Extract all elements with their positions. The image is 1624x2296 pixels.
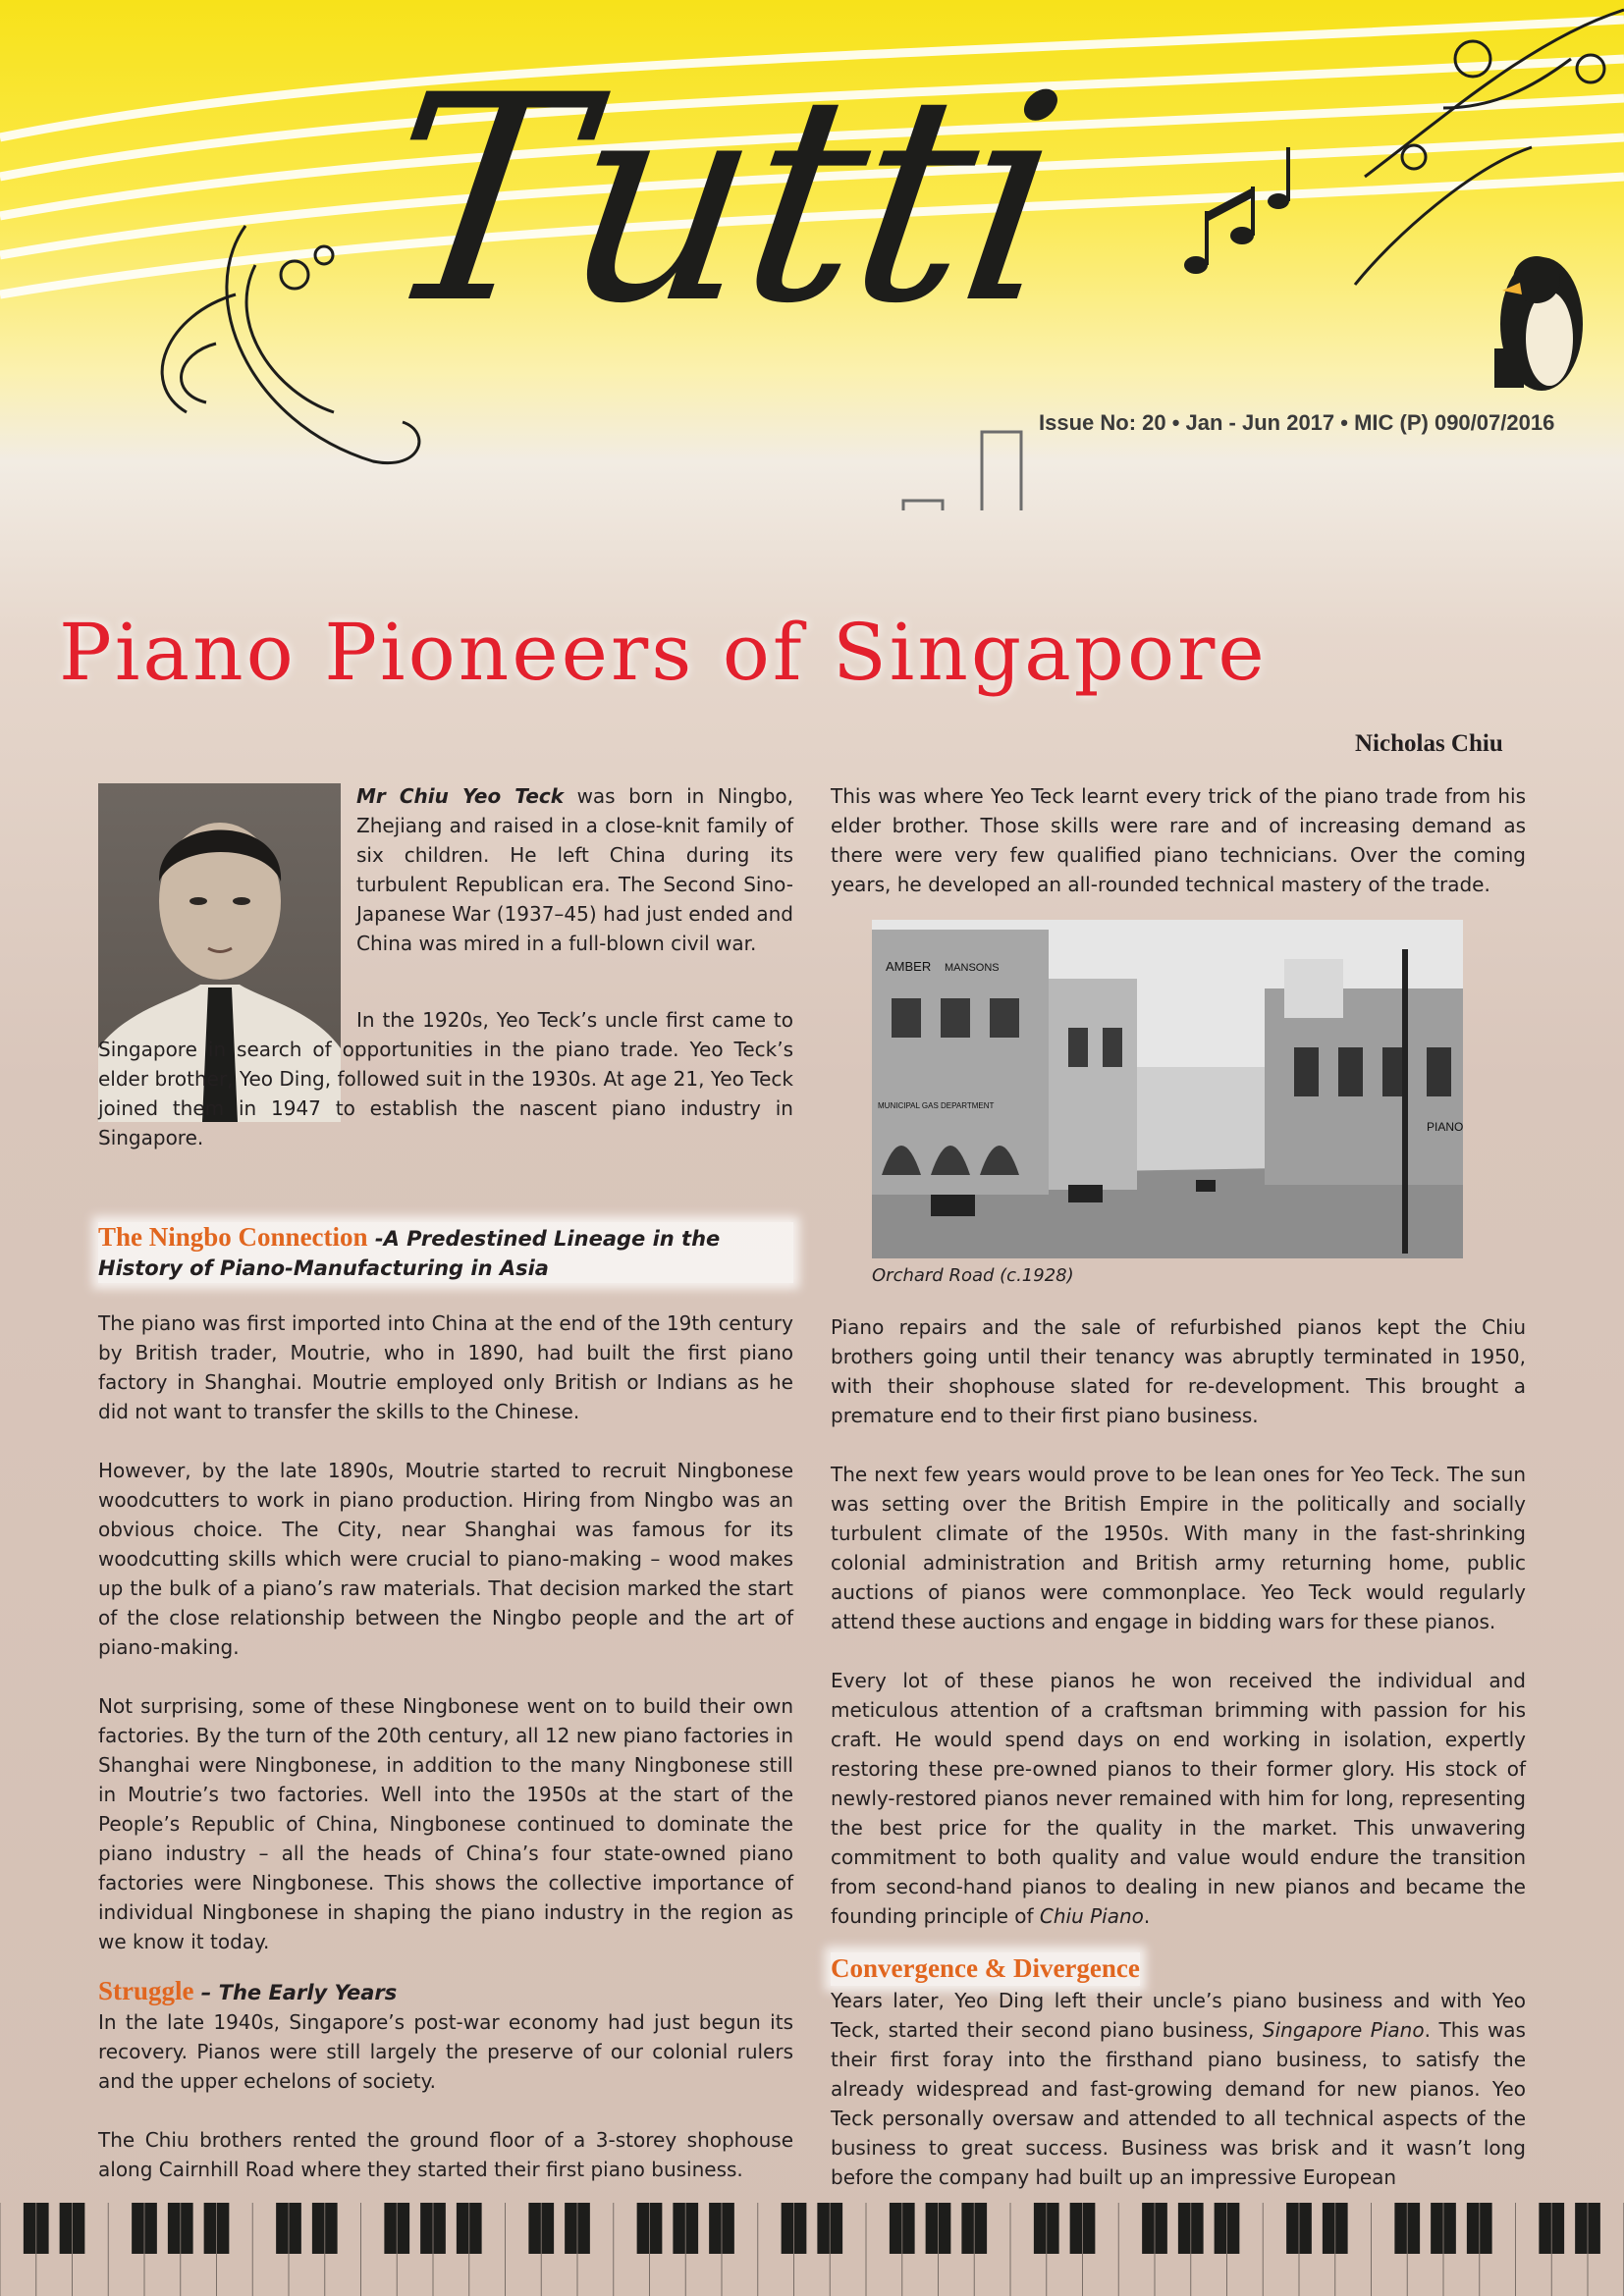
- struggle-paragraph-2: The Chiu brothers rented the ground floor of a 3-storey shophouse along Cairnhill Road where they started their first piano business.: [98, 2128, 793, 2181]
- sign-gas-department: MUNICIPAL GAS DEPARTMENT: [878, 1101, 995, 1110]
- section-heading-ningbo: The Ningbo Connection: [98, 1222, 368, 1252]
- ningbo-paragraph-3: Not surprising, some of these Ningbonese went on to build their own factories. By the turn of the 20th century, all 12 new piano factories in Shanghai were Ningbonese, in addition to the many Ningbonese still in Moutrie’s two factories. Well into the 1950s at the start of the People’s Republic of China, Ningbonese continued to dominate the piano industry – all the heads of China’s four state-owned piano factories were Ningbonese. This shows the collective importance of individual Ningbonese in shaping the piano industry in the region as we know it today.: [98, 1694, 793, 1953]
- orchard-road-photo: [872, 920, 1463, 1258]
- ningbo-paragraph-1: The piano was first imported into China at the end of the 19th century by British trader, Moutrie, who in 1890, had built the first piano factory in Shanghai. Moutrie employed only British or Indians as he did not want to transfer the skills to the Chinese.: [98, 1311, 793, 1423]
- right-paragraph-1: This was where Yeo Teck learnt every trick of the piano trade from his elder brother. Those skills were rare and of increasing demand as there were very few qualified piano technicians. Over the coming years, he developed an all-rounded technical mastery of the trade.: [831, 784, 1526, 896]
- subject-name: Mr Chiu Yeo Teck: [356, 784, 565, 808]
- intro-paragraph-2: In the 1920s, Yeo Teck’s uncle first came to Singapore in search of opportunities in the piano trade. Yeo Teck’s elder brother, Yeo Ding, followed suit in the 1930s. At age 21, Yeo Teck joined them in 1947 to establish the nascent piano industry in Singapore.: [98, 1008, 793, 1149]
- music-notes-icon: [1184, 147, 1290, 274]
- struggle-paragraph-1: In the late 1940s, Singapore’s post-war economy had just begun its recovery. Pianos were still largely the preserve of our colonial rulers and the upper echelons of society.: [98, 2010, 793, 2093]
- masthead-banner: [0, 0, 1624, 510]
- right-paragraph-4-end: .: [1143, 1904, 1151, 1928]
- right-paragraph-2: Piano repairs and the sale of refurbished pianos kept the Chiu brothers going until their tenancy was abruptly terminated in 1950, with their shophouse slated for re-development. This brought a premature end to their first piano business.: [831, 1315, 1526, 1427]
- sign-amber: AMBER: [886, 959, 932, 974]
- sign-piano: PIANO: [1427, 1120, 1463, 1134]
- intro-paragraph-1: [356, 781, 793, 958]
- penguin-pianist-icon: [1494, 256, 1583, 391]
- article-title: Piano Pioneers of Singapore: [59, 607, 1268, 698]
- skyline-outline-icon: [157, 432, 1473, 510]
- right-column-body: [831, 1312, 1526, 2192]
- intro-column-2: [98, 1005, 793, 1152]
- convergence-text-b: . This was their first foray into the firsthand piano business, to satisfy the already widespread and fast-growing demand for new pianos. Yeo Teck personally oversaw and attended to all technical aspects of the business to great success. Business was brisk and it wasn’t long before the company had built up an impressive European: [831, 2018, 1526, 2189]
- brand-singapore-piano: Singapore Piano: [1262, 2018, 1425, 2042]
- section-header-struggle: [98, 1976, 793, 2007]
- intro-column: [356, 781, 793, 958]
- right-paragraph-4: [831, 1666, 1526, 1931]
- author-byline: Nicholas Chiu: [1355, 730, 1503, 757]
- issue-info: Issue No: 20 • Jan - Jun 2017 • MIC (P) 090/07/2016: [1039, 410, 1555, 435]
- section-heading-convergence: Convergence & Divergence: [831, 1953, 1140, 1983]
- left-body-column: [98, 1222, 793, 2184]
- right-column-top: [831, 781, 1526, 899]
- street-scene: [872, 920, 1463, 1258]
- section-header-ningbo: [98, 1222, 793, 1283]
- right-paragraph-4-main: Every lot of these pianos he won received the individual and meticulous attention of a craftsman brimming with passion for his craft. He would spend days on end working in isolation, expertly restoring these pre-owned pianos to their former glory. His stock of newly-restored pianos never remained with him for long, representing the best price for the quality in the market. This unwavering commitment to both quality and value would endure the transition from second-hand pianos to dealing in new pianos and became the founding principle of: [831, 1669, 1526, 1928]
- section-heading-struggle: Struggle: [98, 1976, 194, 2005]
- photo-caption: Orchard Road (c.1928): [872, 1265, 1074, 1286]
- convergence-paragraph-1: [831, 1986, 1526, 2192]
- intro-text-1: was born in Ningbo, Zhejiang and raised in a close-knit family of six children. He left China during its turbulent Republican era. The Second Sino-Japanese War (1937–45) had just ended and China was mired in a full-blown civil war.: [356, 784, 793, 955]
- ningbo-paragraph-2: However, by the late 1890s, Moutrie started to recruit Ningbonese woodcutters to work in piano production. Hiring from Ningbo was an obvious choice. The City, near Shanghai was famous for its woodcutting skills which were crucial to piano-making – wood makes up the bulk of a piano’s raw materials. That decision marked the start of the close relationship between the Ningbo people and the art of piano-making.: [98, 1459, 793, 1659]
- section-header-convergence: [831, 1952, 1140, 1986]
- sign-mansons: MANSONS: [945, 962, 1000, 974]
- right-paragraph-3: The next few years would prove to be lean ones for Yeo Teck. The sun was setting over the British Empire in the politically and socially turbulent climate of the 1950s. With many in the fast-shrinking colonial administration and British army returning home, public auctions of pianos were commonplace. Yeo Teck would regularly attend these auctions and engage in bidding wars for these pianos.: [831, 1463, 1526, 1633]
- masthead-title: Tutti: [364, 35, 1075, 366]
- convergence-text-a: Years later, Yeo Ding left their uncle’s piano business and with Yeo Teck, started their second piano business,: [831, 1989, 1526, 2042]
- piano-keyboard-decoration: [0, 2203, 1624, 2296]
- section-subheading-ningbo: -A Predestined Lineage in the History of Piano-Manufacturing in Asia: [98, 1227, 721, 1280]
- section-subheading-struggle: – The Early Years: [193, 1981, 398, 2004]
- brand-chiu-piano: Chiu Piano: [1039, 1904, 1144, 1928]
